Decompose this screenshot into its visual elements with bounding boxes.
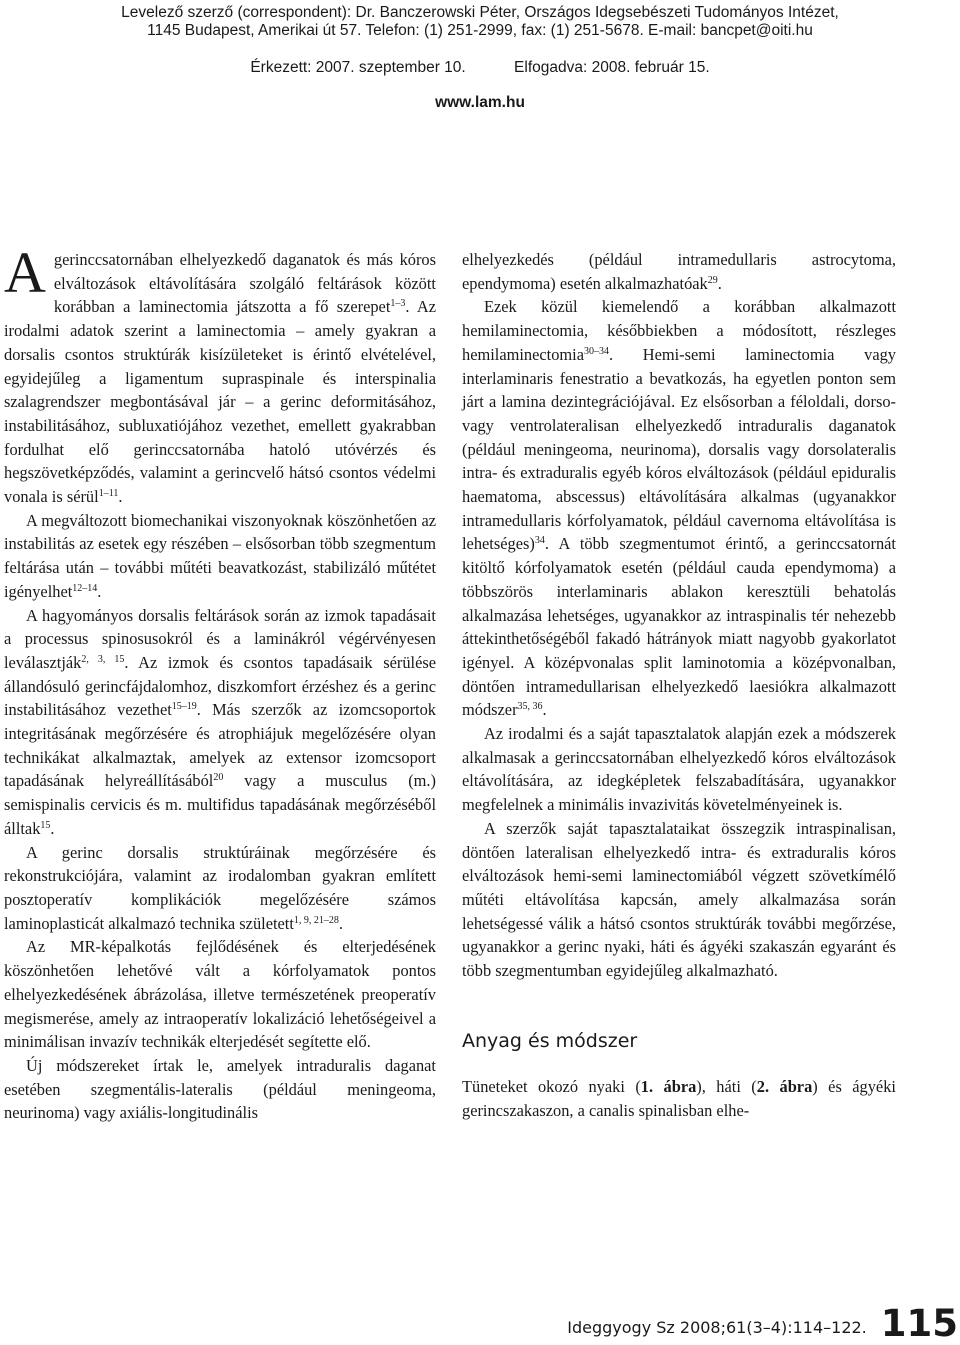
section-heading: Anyag és módszer (462, 1029, 638, 1052)
paragraph: Az irodalmi és a saját tapasztalatok alapján ezek a módszerek alkalmasak a gerinccsatornában elhelyezkedő kóros elváltozások eltávolítására, az idegképletek felszabadítására, ugyanakkor megfelelnek a minimális invazivitás követelményeinek is. (462, 724, 896, 815)
accepted-date: Elfogadva: 2008. február 15. (514, 59, 710, 76)
paragraph: A hagyományos dorsalis feltárások során az izmok tapadásait a processus spinosusokról és a laminákról végérvényesen leválasztják$^{2, 3, 15}$. Az izmok és csontos tapadásaik sérülése állandósuló gerincfájdalomhoz, diszkomfort érzéshez és a gerinc instabilitásához vezethet$^{15-19}$. Más szerzők az izomcsoportok integritásának megőrzésére és atrophiájuk megelőzésére olyan technikákat alkalmaztak, amelyek az extensor izomcsoport tapadásának helyreállításából$^{20}$ vagy a musculus (m.) semispinalis cervicis és m. multifidus tapadásának megőrzéséből álltak$^{15}$. (4, 605, 436, 838)
reference: 1–11 (98, 488, 119, 500)
reference: 34 (534, 535, 545, 547)
paragraph: A gerinccsatornában elhelyezkedő daganatok és más kóros elváltozások eltávolítására szolgáló feltárások között korábban a laminectomia játszotta a fő szerepet$^{1-3}$. Az irodalmi adatok szerint a laminectomia – amely gyakran a dorsalis csontos struktúrák kisízületeket is érintő elvételével, egyidejűleg a ligamentum supraspinale és interspinalia szalagrendszer megbontásával jár – a gerinc deformitásához, instabilitásához, subluxatiójához vezethet, emellett gyakrabban fordulhat elő gerinccsatornába hatoló utóvérzés és hegszövetképződés, valamint a gerincvelő hátsó csontos védelmi vonala is sérül$^{1-11}$. (4, 240, 436, 507)
paragraph: Az MR-képalkotás fejlődésének és elterjedésének köszönhetően lehetővé vált a kórfolyamatok pontos elhelyezkedésének ábrázolása, illetve természetének preoperatív megismerése, amely az intraoperatív lokalizáció lehetőségeivel a minimálisan invazív technikák elterjedését segítette elő. (4, 937, 436, 1052)
figure-reference[interactable]: 1. ábra (640, 1076, 697, 1096)
address-line: 1145 Budapest, Amerikai út 57. Telefon: (1) 251-2999, fax: (1) 251-5678. E-mail: bancpet@oiti.hu (147, 22, 813, 39)
reference: 1–3 (390, 298, 406, 310)
reference: 35, 36 (517, 701, 543, 713)
received-date: Érkezett: 2007. szeptember 10. (250, 59, 466, 76)
paragraph: A szerzők saját tapasztalataikat összegzik intraspinalisan, döntően lateralisan elhelyezkedő intra- és extraduralis kóros elváltozások hemi-semi laminectomiából végzett szövetkímélő műtéti eltávolítása kapcsán, amely alkalmazása során lehetségessé válik a hátsó csontos struktúrák további megőrzése, ugyanakkor a gerinc nyaki, háti és ágyéki szakaszán egyaránt és több szegmentumban egyidejűleg alkalmazható. (462, 818, 896, 981)
correspondent-line: Levelező szerző (correspondent): Dr. Banczerowski Péter, Országos Idegsebészeti Tudományos Intézet, (121, 4, 839, 21)
paragraph: A megváltozott biomechanikai viszonyoknak köszönhetően az instabilitás az esetek egy részében – elsősorban több szegmentum feltárása után – további műtéti beavatkozást, stabilizáló műtétet igényelhet$^{12-14}$. (4, 510, 436, 601)
reference: 12–14 (72, 582, 98, 594)
right-column (462, 248, 896, 1122)
reference: 15–19 (171, 701, 197, 713)
reference: 29 (707, 274, 718, 286)
reference: 15 (40, 819, 51, 831)
paragraph: Tüneteket okozó nyaki (1. ábra), háti (2. ábra) és ágyéki gerincszakaszon, a canalis spinalisban elhe- (462, 1076, 896, 1120)
reference: 2, 3, 15 (81, 653, 125, 665)
reference: 20 (213, 772, 224, 784)
website-link[interactable]: www.lam.hu (435, 94, 525, 111)
dates-line (0, 58, 960, 78)
paragraph: elhelyezkedés (például intramedullaris astrocytoma, ependymoma) esetén alkalmazhatóak$^{29}$. (462, 250, 896, 293)
drop-cap: A (4, 240, 46, 305)
paragraph: Új módszereket írtak le, amelyek intraduralis daganat esetében szegmentális-lateralis (például meningeoma, neurinoma) vagy axiális-longitudinális (4, 1055, 436, 1123)
paragraph: Ezek közül kiemelendő a korábban alkalmazott hemilaminectomia, későbbiekben a módosított, részleges hemilaminectomia$^{30-34}$. Hemi-semi laminectomia vagy interlaminaris fenestratio a bevatkozás, ha egyetlen ponton sem járt a lamina dezintegrációjával. Ez elsősorban a féloldali, dorso- vagy ventrolateralisan elhelyezkedő intraduralis daganatok (például meningeoma, neurinoma), dorsalis vagy dorsolateralis intra- és extraduralis egyéb kóros elváltozások (például epiduralis haematoma, abscessus) eltávolítására alkalmas (ugyanakkor intramedullaris kórfolyamatok, például cavernoma eltávolítása is lehetséges)$^{34}$. A több szegmentumot érintő, a gerinccsatornát kitöltő kórfolyamatok esetén (például cauda ependymoma) a többszörös interlaminaris ablakon keresztüli behatolás alkalmazása lehetséges, ugyanakkor az intraspinalis tér nehezebb áttekinthetőségéből fakadó hátrányok miatt nagyobb gyakorlatot igényel. A középvonalas split laminotomia a középvonalban, döntően intramedullarisan elhelyezkedő laesiókra alkalmazott módszer$^{35, 36}$. (462, 297, 896, 720)
figure-reference[interactable]: 2. ábra (756, 1076, 813, 1096)
paragraph: A gerinc dorsalis struktúráinak megőrzésére és rekonstrukciójára, valamint az irodalomban gyakran említett posztoperatív komplikációk megelőzésére számos laminoplasticát alkalmazó technika született$^{1, 9, 21-28}$. (4, 842, 436, 933)
page-number: 115 (880, 1302, 958, 1345)
page-footer (567, 1300, 958, 1345)
reference: 1, 9, 21–28 (293, 914, 339, 926)
journal-citation: Ideggyogy Sz 2008;61(3–4):114–122. (567, 1318, 867, 1337)
left-column (4, 240, 436, 1125)
reference: 30–34 (583, 345, 609, 357)
